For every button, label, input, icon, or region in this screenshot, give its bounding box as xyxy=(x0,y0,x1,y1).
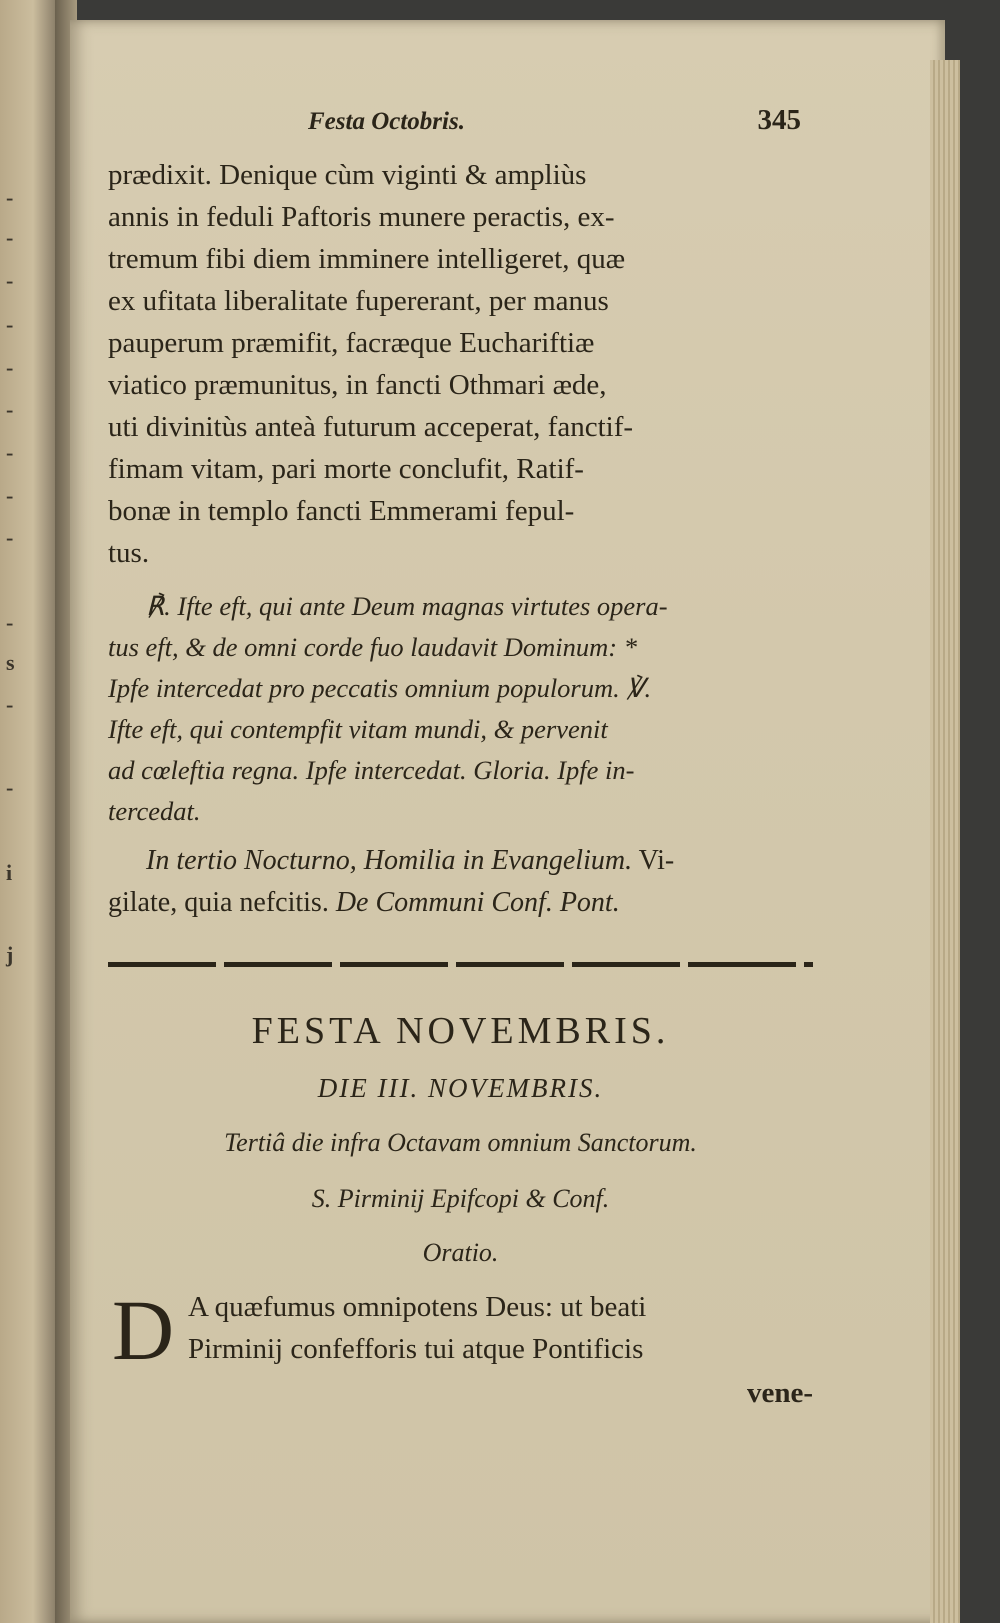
text-line: uti divinitùs anteà futurum acceperat, fanctif- xyxy=(108,411,634,443)
responsory xyxy=(108,586,813,832)
running-head xyxy=(108,100,813,140)
left-page-margin-marks xyxy=(0,0,60,1623)
responsory-line: ℟. Ifte eft, qui ante Deum magnas virtutes opera- xyxy=(146,591,668,621)
margin-mark: - xyxy=(6,692,14,717)
feast-description: Tertiâ die infra Octavam omnium Sanctorum. xyxy=(224,1128,697,1157)
margin-mark: - xyxy=(6,355,14,380)
margin-mark: j xyxy=(6,942,14,967)
margin-mark: - xyxy=(6,397,14,422)
responsory-line: Ifte eft, qui contempfit vitam mundi, & pervenit xyxy=(108,714,608,744)
catchword: vene- xyxy=(746,1377,813,1409)
margin-mark: - xyxy=(6,440,14,465)
lesson-italic: In tertio Nocturno, Homilia in Evangelium. xyxy=(146,845,633,876)
text-line: annis in feduli Paftoris munere peractis, ex- xyxy=(108,201,615,233)
text-line: viatico præmunitus, in fancti Othmari æde, xyxy=(108,369,607,401)
oratio-heading: Oratio. xyxy=(422,1238,499,1267)
lesson-line xyxy=(108,840,813,882)
page-number: 345 xyxy=(757,104,801,136)
margin-mark: - xyxy=(6,610,14,635)
page-edges xyxy=(930,60,960,1623)
text-line: bonæ in templo fancti Emmerami fepul- xyxy=(108,495,575,527)
text-line: tremum fibi diem imminere intelligeret, quæ xyxy=(108,243,626,275)
prayer-line: Pirminij confefforis tui atque Pontificis xyxy=(188,1333,644,1365)
running-title: Festa Octobris. xyxy=(308,108,465,135)
section-divider xyxy=(108,962,813,967)
text-line: tus. xyxy=(108,537,150,569)
margin-mark: - xyxy=(6,225,14,250)
section-title: FESTA NOVEMBRIS. xyxy=(251,1010,670,1052)
responsory-line: ad cœleftia regna. Ipfe intercedat. Gloria. Ipfe in- xyxy=(108,755,635,785)
responsory-line: tus eft, & de omni corde fuo laudavit Dominum: * xyxy=(108,632,637,662)
margin-mark: - xyxy=(6,268,14,293)
responsory-line: tercedat. xyxy=(108,796,201,826)
margin-mark: - xyxy=(6,775,14,800)
text-line: prædixit. Denique cùm viginti & ampliùs xyxy=(108,159,587,191)
text-line: fimam vitam, pari morte conclufit, Ratif- xyxy=(108,453,584,485)
margin-mark: - xyxy=(6,525,14,550)
main-paragraph xyxy=(108,154,813,574)
margin-mark: i xyxy=(6,860,13,885)
feast-date: DIE III. NOVEMBRIS. xyxy=(317,1073,604,1103)
prayer-line: A quæfumus omnipotens Deus: ut beati xyxy=(188,1291,647,1323)
page-content xyxy=(108,100,813,1414)
drop-cap: D xyxy=(112,1282,175,1378)
margin-mark: - xyxy=(6,185,14,210)
margin-mark: - xyxy=(6,483,14,508)
lesson-roman: Vi- xyxy=(638,845,675,876)
margin-mark: s xyxy=(6,650,15,675)
text-line: ex ufitata liberalitate fupererant, per manus xyxy=(108,285,609,317)
responsory-line: Ipfe intercedat pro peccatis omnium populorum. ℣. xyxy=(108,673,652,703)
lesson-reference xyxy=(108,840,813,924)
text-line: pauperum præmifit, facræque Euchariftiæ xyxy=(108,327,595,359)
prayer-lines xyxy=(188,1286,813,1370)
saint-name: S. Pirminij Epifcopi & Conf. xyxy=(311,1184,610,1213)
lesson-roman: gilate, quia nefcitis. xyxy=(108,887,329,918)
lesson-italic: De Communi Conf. Pont. xyxy=(335,887,620,918)
lesson-line xyxy=(108,882,813,924)
prayer xyxy=(108,1282,813,1414)
margin-mark: - xyxy=(6,312,14,337)
